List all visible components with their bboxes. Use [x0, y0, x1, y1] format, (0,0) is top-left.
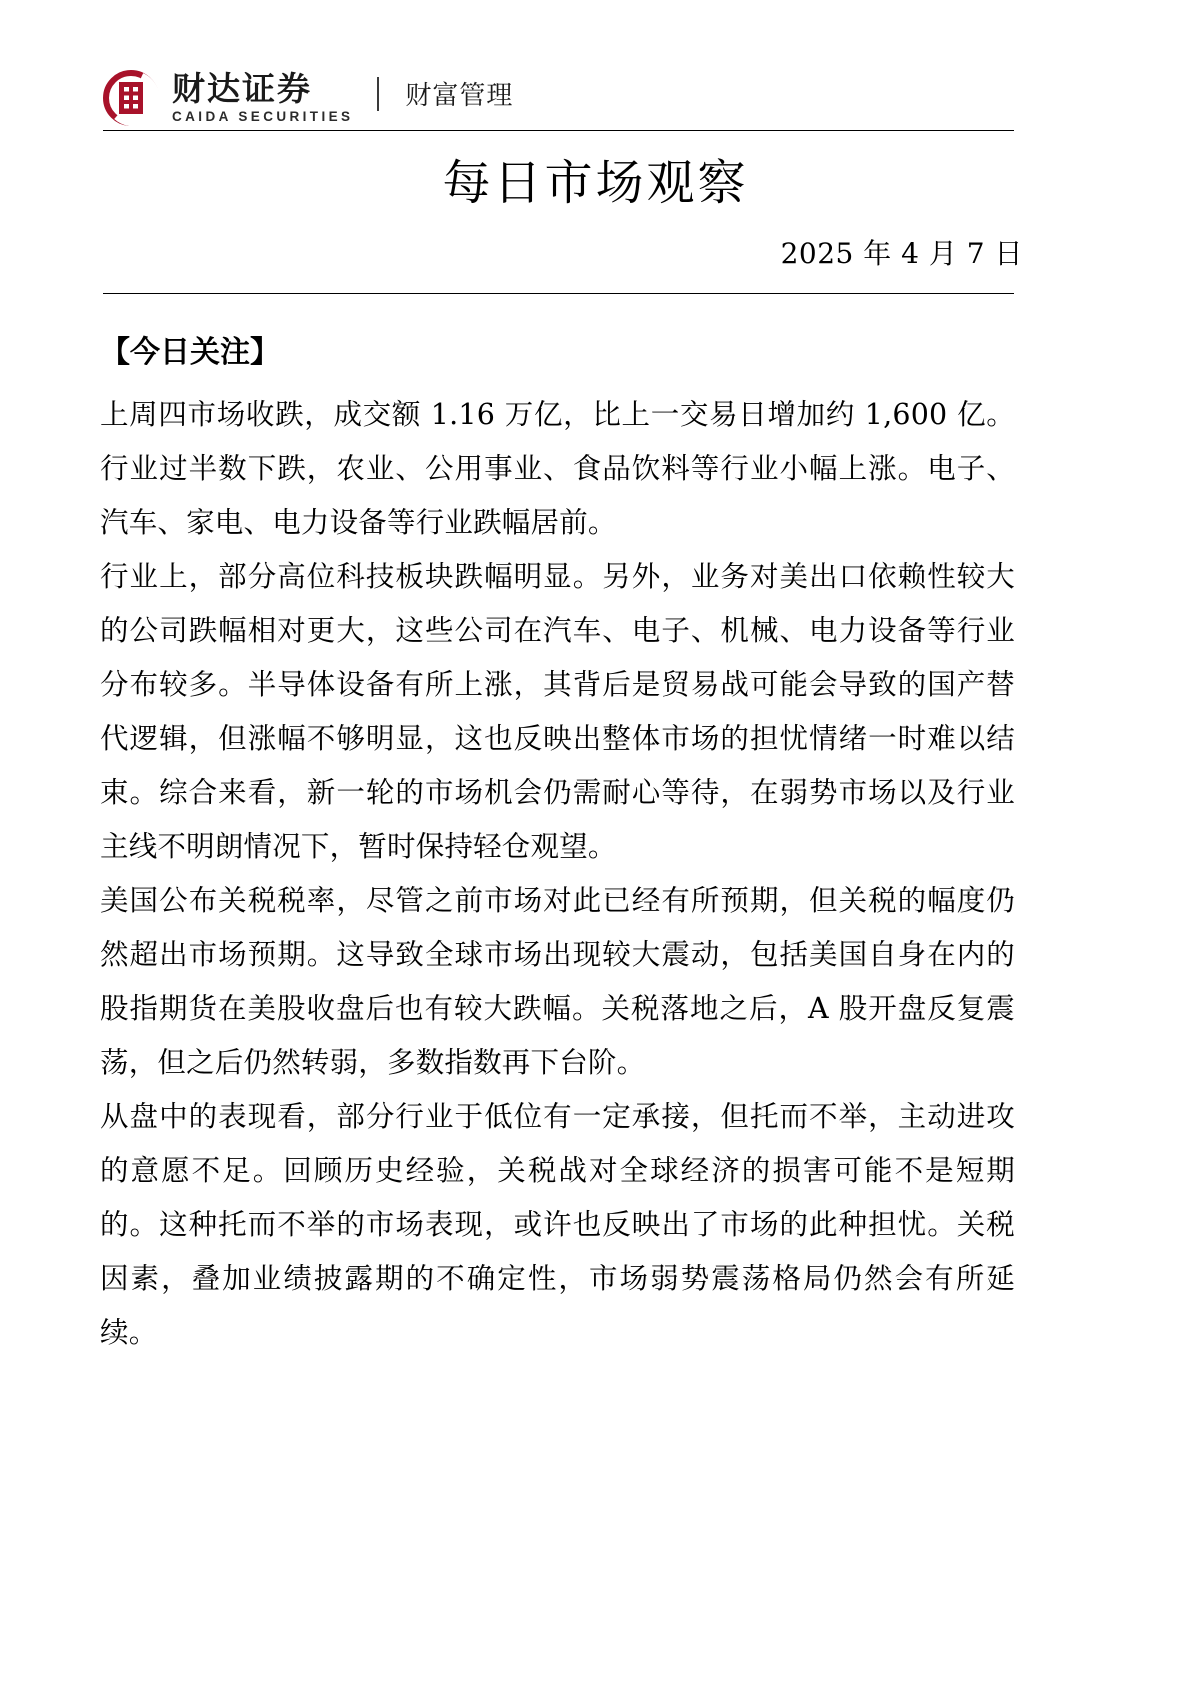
business-line-label: 财富管理: [405, 80, 514, 111]
document-body: [100, 332, 1015, 1360]
header-rule-top: [103, 130, 1014, 131]
section-heading-today-focus: 【今日关注】: [100, 335, 280, 370]
body-paragraph: 上周四市场收跌，成交额 1.16 万亿，比上一交易日增加约 1,600 亿。行业过半数下跌，农业、公用事业、食品饮料等行业小幅上涨。电子、汽车、家电、电力设备等行业跌幅居前。: [100, 398, 1015, 539]
page-title: 每日市场观察: [442, 155, 749, 211]
header-rule-bottom: [103, 293, 1014, 294]
body-paragraph: 从盘中的表现看，部分行业于低位有一定承接，但托而不举，主动进攻的意愿不足。回顾历史经验，关税战对全球经济的损害可能不是短期的。这种托而不举的市场表现，或许也反映出了市场的此种担忧。关税因素，叠加业绩披露期的不确定性，市场弱势震荡格局仍然会有所延续。: [100, 1100, 1015, 1349]
caida-circle-logo-icon: [103, 70, 159, 126]
company-name-en: CAIDA SECURITIES: [172, 109, 354, 125]
body-paragraph: 行业上，部分高位科技板块跌幅明显。另外，业务对美出口依赖性较大的公司跌幅相对更大，这些公司在汽车、电子、机械、电力设备等行业分布较多。半导体设备有所上涨，其背后是贸易战可能会导致的国产替代逻辑，但涨幅不够明显，这也反映出整体市场的担忧情绪一时难以结束。综合来看，新一轮的市场机会仍需耐心等待，在弱势市场以及行业主线不明朗情况下，暂时保持轻仓观望。: [100, 560, 1015, 863]
vertical-bar-divider-icon: [377, 77, 379, 111]
document-header: [103, 62, 1013, 134]
brand-wordmark: [172, 69, 354, 125]
company-name-cn: 财达证券: [172, 69, 312, 109]
body-paragraph: 美国公布关税税率，尽管之前市场对此已经有所预期，但关税的幅度仍然超出市场预期。这导致全球市场出现较大震动，包括美国自身在内的股指期货在美股收盘后也有较大跌幅。关税落地之后，A 股开盘反复震荡，但之后仍然转弱，多数指数再下台阶。: [100, 884, 1015, 1079]
brand-logo: [103, 70, 513, 126]
publication-date: 2025 年 4 月 7 日: [780, 237, 1023, 270]
